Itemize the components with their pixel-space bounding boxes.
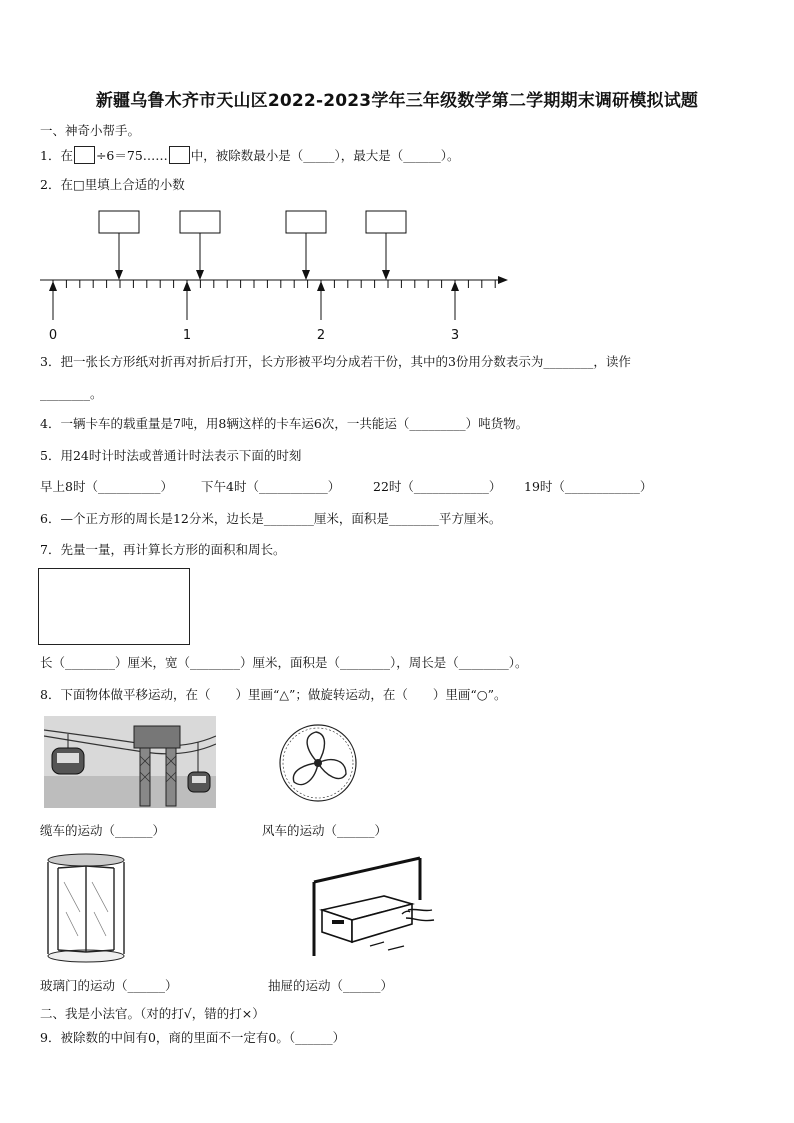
question-6: 6．—个正方形的周长是12分米，边长是________厘米，面积是________平方厘米。 xyxy=(40,511,502,526)
question-1 xyxy=(40,146,460,164)
question-7: 7．先量一量，再计算长方形的面积和周长。 xyxy=(40,542,286,557)
number-line xyxy=(0,200,794,350)
question-9: 9．被除数的中间有0，商的里面不一定有0。（______） xyxy=(40,1030,346,1045)
drawer-label: 抽屉的运动（______） xyxy=(268,978,394,993)
page-title: 新疆乌鲁木齐市天山区2022-2023学年三年级数学第二学期期末调研模拟试题 xyxy=(95,91,699,111)
drawer-picture xyxy=(300,852,440,962)
number-line-label-0: 0 xyxy=(48,328,58,343)
remainder-box[interactable] xyxy=(169,146,190,164)
q5-item-morning-8: 早上8时（__________） xyxy=(40,479,173,494)
question-8: 8．下面物体做平移运动，在（ ）里画“△”；做旋转运动，在（ ）里画“○”。 xyxy=(40,687,507,702)
dividend-box[interactable] xyxy=(74,146,95,164)
section-1-heading: 一、神奇小帮手。 xyxy=(40,123,141,138)
q5-item-22: 22时（____________） xyxy=(373,479,502,494)
cable-car-label: 缆车的运动（______） xyxy=(40,823,166,838)
glass-door-label: 玻璃门的运动（______） xyxy=(40,978,178,993)
question-4: 4．一辆卡车的载重量是7吨，用8辆这样的卡车运6次，一共能运（_________）吨货物。 xyxy=(40,416,529,431)
number-line-answer-box[interactable] xyxy=(99,211,139,233)
number-line-answer-box[interactable] xyxy=(286,211,326,233)
number-line-label-1: 1 xyxy=(182,328,192,343)
number-line-answer-box[interactable] xyxy=(180,211,220,233)
number-line-label-3: 3 xyxy=(450,328,460,343)
glass-door-picture xyxy=(44,852,128,964)
q5-item-19: 19时（____________） xyxy=(524,479,653,494)
measure-rectangle xyxy=(38,568,190,645)
question-3-line-1: 3．把一张长方形纸对折再对折后打开，长方形被平均分成若干份，其中的3份用分数表示为________，读作 xyxy=(40,354,631,369)
number-line-label-2: 2 xyxy=(316,328,326,343)
cable-car-picture xyxy=(44,716,216,808)
section-2-heading: 二、我是小法官。（对的打√，错的打×） xyxy=(40,1006,265,1021)
q5-item-afternoon-4: 下午4时（___________） xyxy=(201,479,341,494)
question-2: 2．在□里填上合适的小数 xyxy=(40,177,185,192)
question-1-suffix: 中，被除数最小是（_____），最大是（______）。 xyxy=(190,148,460,163)
question-5: 5．用24时计时法或普通计时法表示下面的时刻 xyxy=(40,448,302,463)
question-1-prefix: 1．在 xyxy=(40,148,73,163)
question-1-middle: ÷6＝75…… xyxy=(95,148,168,163)
number-line-answer-box[interactable] xyxy=(366,211,406,233)
question-7-answer: 长（________）厘米，宽（________）厘米，面积是（________），周长是（________）。 xyxy=(40,655,528,670)
windmill-picture xyxy=(276,720,360,806)
question-3-line-2: ________。 xyxy=(40,386,103,401)
windmill-label: 风车的运动（______） xyxy=(262,823,388,838)
